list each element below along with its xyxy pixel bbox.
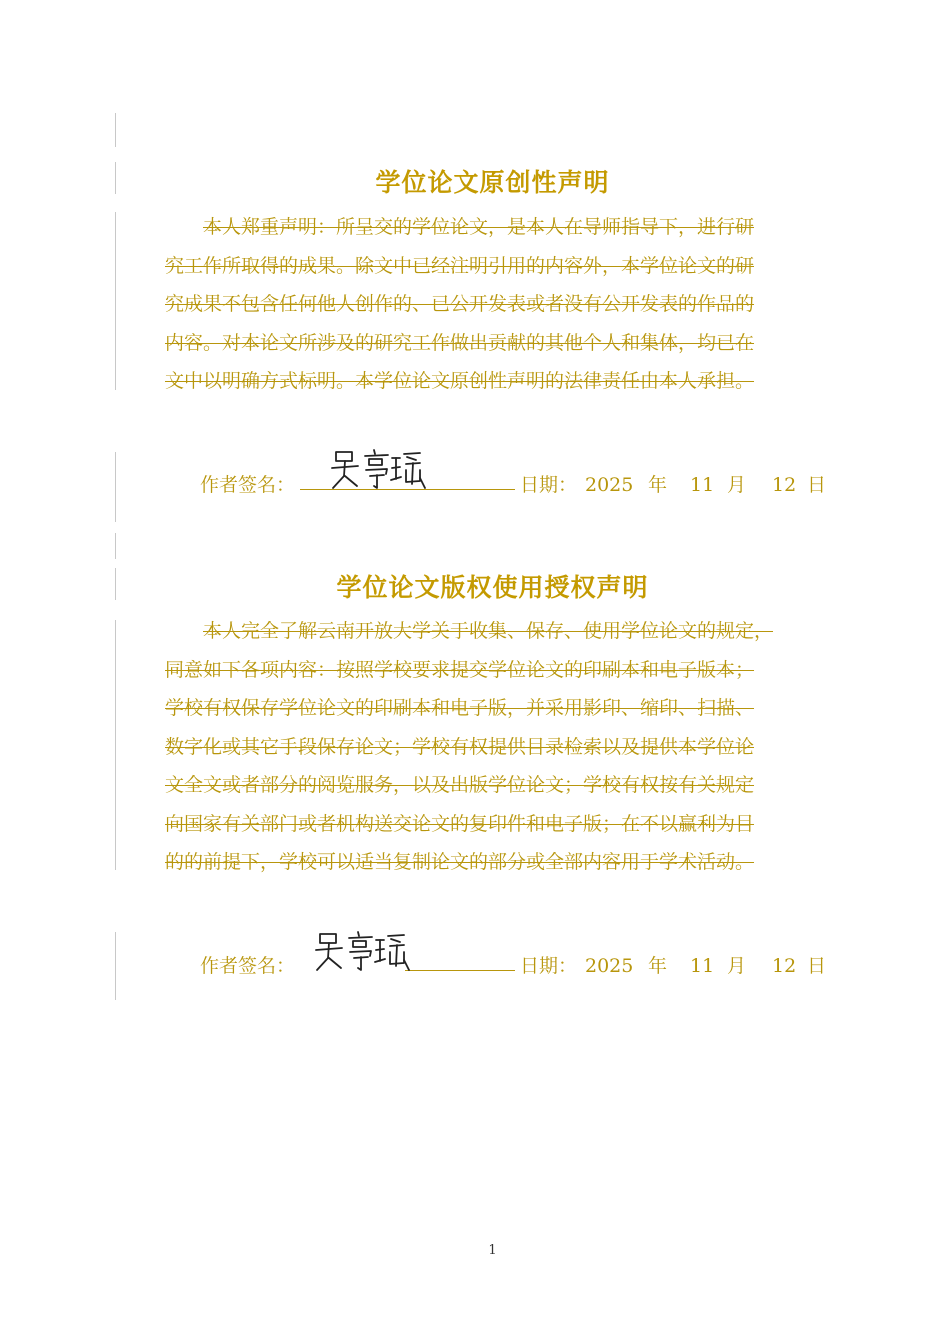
date-day: 12 [772,474,797,496]
paragraph-line: 文全文或者部分的阅览服务，以及出版学位论文；学校有权按有关规定 [165,774,755,796]
signature-underline [405,970,515,971]
originality-signature-row [200,470,840,500]
paragraph-line: 文中以明确方式标明。本学位论文原创性声明的法律责任由本人承担。 [165,370,755,392]
author-signature-label: 作者签名： [200,474,296,496]
paragraph-line: 同意如下各项内容：按照学校要求提交学位论文的印刷本和电子版本； [165,658,755,681]
date-month: 11 [690,955,715,977]
date-year-unit: 年 [648,474,668,496]
date-month: 11 [690,474,715,496]
paragraph-line: 学校有权保存学位论文的印刷本和电子版，并采用影印、缩印、扫描、 [165,697,755,719]
date-day-unit: 日 [807,474,827,496]
copyright-signature-row [200,951,840,981]
paragraph-line: 向国家有关部门或者机构送交论文的复印件和电子版；在不以赢利为目 [165,812,755,835]
date-year: 2025 [585,955,634,977]
page-number: 1 [488,1243,497,1258]
paragraph-line: 本人郑重声明：所呈交的学位论文，是本人在导师指导下，进行研 [203,216,755,238]
paragraph-line: 究工作所取得的成果。除文中已经注明引用的内容外，本学位论文的研 [165,254,755,277]
originality-paragraph [165,208,865,401]
handwritten-signature [328,448,428,496]
handwritten-signature [312,930,412,978]
paragraph-line: 内容。对本论文所涉及的研究工作做出贡献的其他个人和集体，均已在 [165,331,755,354]
date-label: 日期： [520,474,578,496]
revision-bar [115,533,116,559]
paragraph-line: 究成果不包含任何他人创作的、已公开发表或者没有公开发表的作品的 [165,293,755,315]
revision-bar [115,620,116,870]
date-label: 日期： [520,955,578,977]
date-year: 2025 [585,474,634,496]
revision-bar [115,113,116,147]
copyright-title: 学位论文版权使用授权声明 [336,573,649,602]
originality-title: 学位论文原创性声明 [375,168,610,197]
author-signature-label: 作者签名： [200,955,296,977]
revision-bar [115,932,116,1000]
revision-bar [115,212,116,390]
copyright-paragraph [165,612,865,882]
date-year-unit: 年 [648,955,668,977]
paragraph-line: 数字化或其它手段保存论文；学校有权提供目录检索以及提供本学位论 [165,735,755,758]
paragraph-line: 本人完全了解云南开放大学关于收集、保存、使用学位论文的规定， [203,620,774,642]
paragraph-line: 的的前提下，学校可以适当复制论文的部分或全部内容用于学术活动。 [165,851,755,873]
date-day-unit: 日 [807,955,827,977]
revision-bar [115,452,116,522]
date-month-unit: 月 [727,474,747,496]
date-month-unit: 月 [727,955,747,977]
date-day: 12 [772,955,797,977]
